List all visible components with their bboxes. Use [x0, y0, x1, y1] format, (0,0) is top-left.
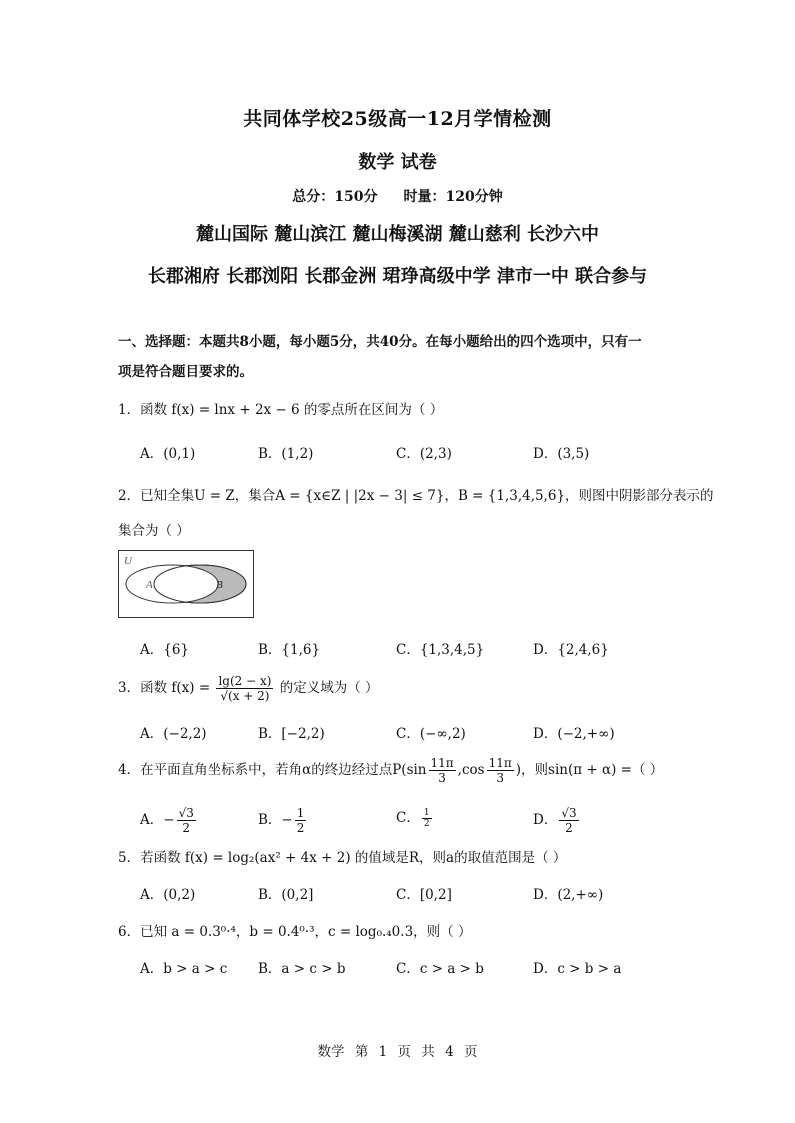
question-6-stem: 6．已知 a = 0.3⁰·⁴，b = 0.4⁰·³，c = log₀.₄0.3，则（ ）: [118, 924, 472, 940]
q4-a-num: √3: [178, 806, 194, 820]
q1-option-a[interactable]: A．(0,1): [140, 446, 196, 462]
q3-fraction: [216, 674, 273, 703]
q3-frac-den: √(x + 2): [220, 689, 270, 703]
exam-subject: 数学 试卷: [358, 152, 437, 173]
time-limit: 时量：120分钟: [403, 189, 503, 205]
q4-p-open: (sin: [401, 762, 427, 778]
question-2-options: [140, 638, 700, 660]
page-footer: 数学 第 1 页 共 4 页: [317, 1044, 478, 1060]
q2-option-b[interactable]: B．{1,6}: [258, 642, 321, 658]
question-5-stem: 5．若函数 f(x) = log₂(ax² + 4x + 2) 的值域是R，则a的取值范围是（ ）: [118, 850, 567, 866]
venn-diagram: [118, 550, 254, 618]
q1-option-b[interactable]: B．(1,2): [258, 446, 314, 462]
q2-option-a[interactable]: A．{6}: [140, 642, 190, 658]
q4-p-mid: ,cos: [457, 762, 485, 778]
q4-d-frac: [559, 806, 578, 835]
question-6-options: [140, 957, 700, 979]
exam-meta: [0, 186, 795, 206]
venn-label-b: B: [216, 579, 223, 591]
schools-line-1: 麓山国际 麓山滨江 麓山梅溪湖 麓山慈利 长沙六中: [195, 224, 600, 245]
question-4-stem: [118, 756, 663, 785]
q4-c-frac: [422, 808, 432, 829]
q1-option-d[interactable]: D．(3,5): [533, 446, 590, 462]
section-line-1: 一、选择题：本题共8小题，每小题5分，共40分。在每小题给出的四个选项中，只有一: [118, 334, 642, 350]
q3-option-b[interactable]: B．[−2,2): [258, 726, 325, 742]
section-heading: [118, 327, 678, 387]
q4-f2-num: 11π: [488, 756, 512, 770]
q4-f2-den: 3: [496, 771, 504, 785]
q4-prefix: 4．在平面直角坐标系中，若角α的终边经过点P: [118, 762, 402, 778]
q4-b-sign: −: [281, 812, 293, 828]
q3-prefix: 3．函数 f(x) =: [118, 680, 211, 696]
q4-fraction-1: [429, 756, 456, 785]
q4-c-num: 1: [423, 808, 430, 818]
q4-a-sign: −: [163, 812, 175, 828]
q4-p-close: ): [515, 762, 522, 778]
q3-frac-num: lg(2 − x): [218, 674, 272, 688]
q4-d-label: D．: [533, 812, 558, 828]
question-5-options: [140, 883, 700, 905]
q3-option-d[interactable]: D．(−2,+∞): [533, 726, 615, 742]
q6-option-b[interactable]: B．a > c > b: [258, 961, 346, 977]
question-3-options: [140, 722, 700, 744]
q3-option-c[interactable]: C．(−∞,2): [396, 726, 466, 742]
q6-option-c[interactable]: C．c > a > b: [396, 961, 484, 977]
q4-f1-num: 11π: [430, 756, 454, 770]
question-2-stem: 2．已知全集U = Z，集合A = {x∈Z | |2x − 3| ≤ 7}，B = {1,3,4,5,6}，则图中阴影部分表示的: [118, 488, 714, 504]
question-2-stem-cont: 集合为（ ）: [118, 523, 190, 539]
venn-label-u: U: [124, 555, 132, 567]
q4-b-label: B．: [258, 812, 282, 828]
q4-b-den: 2: [296, 821, 305, 835]
q4-a-label: A．: [140, 812, 164, 828]
total-score: 总分：150分: [292, 189, 378, 205]
q5-option-d[interactable]: D．(2,+∞): [533, 887, 604, 903]
schools-line-2: 长郡湘府 长郡浏阳 长郡金洲 珺琤高级中学 津市一中 联合参与: [147, 266, 648, 287]
q4-f1-den: 3: [438, 771, 446, 785]
q4-b-frac: [295, 806, 307, 835]
q5-option-c[interactable]: C．[0,2]: [396, 887, 452, 903]
q4-option-a[interactable]: [140, 806, 198, 835]
q4-d-num: √3: [561, 806, 577, 820]
exam-title: 共同体学校25级高一12月学情检测: [243, 108, 552, 130]
section-line-2: 项是符合题目要求的。: [118, 364, 253, 380]
q4-d-den: 2: [565, 821, 573, 835]
q4-a-frac: [177, 806, 196, 835]
question-3-stem: [118, 674, 379, 703]
q4-b-num: 1: [296, 806, 305, 820]
q4-option-c[interactable]: [396, 806, 434, 829]
q1-option-c[interactable]: C．(2,3): [396, 446, 452, 462]
q5-option-a[interactable]: A．(0,2): [140, 887, 196, 903]
q3-option-a[interactable]: A．(−2,2): [140, 726, 207, 742]
q4-a-den: 2: [182, 821, 191, 835]
q4-fraction-2: [487, 756, 514, 785]
venn-label-a: A: [146, 579, 153, 591]
question-1-options: [140, 442, 700, 464]
q5-option-b[interactable]: B．(0,2]: [258, 887, 314, 903]
question-4-options: [140, 806, 700, 842]
q4-option-b[interactable]: [258, 806, 308, 835]
q3-suffix: 的定义域为（ ）: [279, 680, 379, 696]
q4-option-d[interactable]: [533, 806, 581, 835]
q4-c-label: C．: [396, 810, 420, 826]
q4-suffix: ，则sin(π + α) =（ ）: [521, 762, 664, 778]
question-1-stem: 1．函数 f(x) = lnx + 2x − 6 的零点所在区间为（ ）: [118, 402, 444, 418]
q6-option-a[interactable]: A．b > a > c: [140, 961, 228, 977]
q4-c-den: 2: [423, 819, 430, 829]
q2-option-c[interactable]: C．{1,3,4,5}: [396, 642, 485, 658]
q6-option-d[interactable]: D．c > b > a: [533, 961, 622, 977]
q2-option-d[interactable]: D．{2,4,6}: [533, 642, 609, 658]
